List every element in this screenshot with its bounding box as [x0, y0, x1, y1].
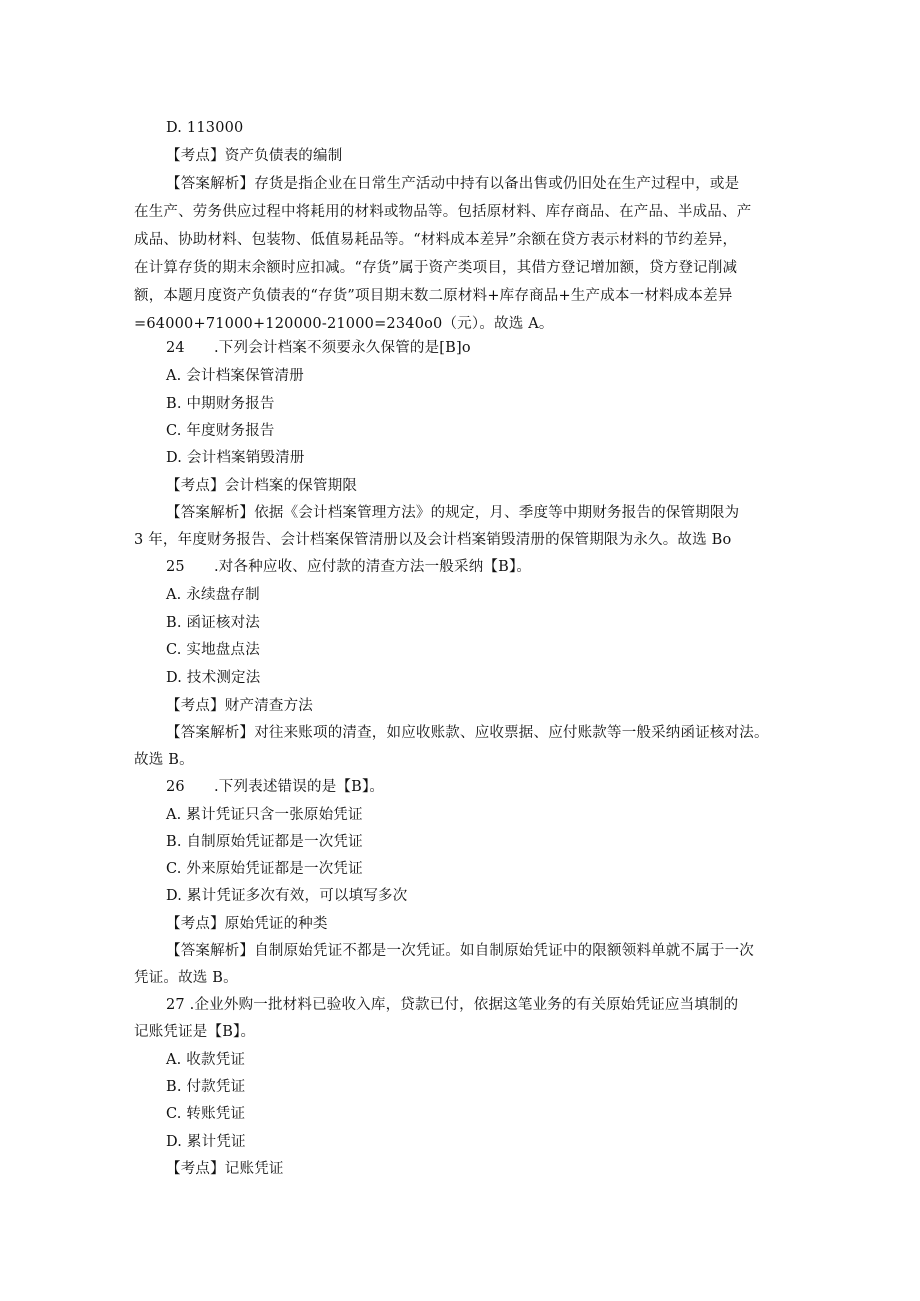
q25-analysis-line-2: 故选 B。: [134, 752, 194, 768]
q27-option-a: A. 收款凭证: [166, 1052, 246, 1068]
q26-text: .下列表述错误的是【B】。: [214, 779, 385, 795]
q26-question: [0, 777, 920, 797]
q23-analysis-line-6: =64000+71000+120000-21000=2340o0（元）。故选 A。: [134, 316, 554, 332]
q24-option-c: C. 年度财务报告: [166, 423, 275, 439]
q26-option-d: D. 累计凭证多次有效，可以填写多次: [166, 888, 408, 904]
q26-option-c: C. 外来原始凭证都是一次凭证: [166, 861, 363, 877]
q23-analysis-line-1: 【答案解析】存货是指企业在日常生产活动中持有以备出售或仍旧处在生产过程中，或是: [166, 176, 740, 192]
q25-option-d: D. 技术测定法: [166, 670, 261, 686]
q24-question: [0, 338, 920, 358]
q26-option-a: A. 累计凭证只含一张原始凭证: [166, 807, 363, 823]
q23-analysis-line-4: 在计算存货的期末余额时应扣减。“存货”属于资产类项目，其借方登记增加额，贷方登记削减: [134, 260, 738, 276]
q25-question: [0, 557, 920, 577]
q27-question-line-1: 27 .企业外购一批材料已验收入库，贷款已付，依据这笔业务的有关原始凭证应当填制的: [166, 997, 739, 1013]
q27-option-d: D. 累计凭证: [166, 1134, 246, 1150]
q24-text: .下列会计档案不须要永久保管的是[B]o: [214, 340, 471, 356]
q27-option-b: B. 付款凭证: [166, 1079, 246, 1095]
q25-option-a: A. 永续盘存制: [166, 587, 260, 603]
q23-analysis-line-3: 成品、协助材料、包装物、低值易耗品等。“材料成本差异”余额在贷方表示材料的节约差异，: [134, 232, 738, 248]
q24-kaodian: 【考点】会计档案的保管期限: [166, 478, 358, 494]
q26-analysis-line-2: 凭证。故选 B。: [134, 970, 238, 986]
q24-analysis-line-2: 3 年，年度财务报告、会计档案保管清册以及会计档案销毁清册的保管期限为永久。故选 Bo: [134, 532, 732, 548]
q25-kaodian: 【考点】财产清查方法: [166, 698, 313, 714]
q25-analysis-line-1: 【答案解析】对往来账项的清查，如应收账款、应收票据、应付账款等一般采纳函证核对法。: [166, 725, 769, 741]
q24-option-a: A. 会计档案保管清册: [166, 368, 304, 384]
q26-number: 26: [166, 779, 185, 795]
q26-kaodian: 【考点】原始凭证的种类: [166, 916, 328, 932]
q25-text: .对各种应收、应付款的清查方法一般采纳【B】。: [214, 559, 532, 575]
q23-analysis-line-2: 在生产、劳务供应过程中将耗用的材料或物品等。包括原材料、库存商品、在产品、半成品、产: [134, 204, 752, 220]
q27-kaodian: 【考点】记账凭证: [166, 1161, 284, 1177]
q24-number: 24: [166, 340, 185, 356]
q24-analysis-line-1: 【答案解析】依据《会计档案管理方法》的规定，月、季度等中期财务报告的保管期限为: [166, 505, 740, 521]
q25-option-b: B. 函证核对法: [166, 615, 260, 631]
q23-kaodian: 【考点】资产负债表的编制: [166, 148, 343, 164]
q23-option-d: D. 113000: [166, 120, 244, 136]
q25-number: 25: [166, 559, 185, 575]
q27-option-c: C. 转账凭证: [166, 1106, 246, 1122]
q23-analysis-line-5: 额，本题月度资产负债表的“存货”项目期末数二原材料+库存商品+生产成本一材料成本差异: [134, 288, 733, 304]
q26-option-b: B. 自制原始凭证都是一次凭证: [166, 834, 363, 850]
q24-option-d: D. 会计档案销毁清册: [166, 450, 305, 466]
q26-analysis-line-1: 【答案解析】自制原始凭证不都是一次凭证。如自制原始凭证中的限额领料单就不属于一次: [166, 943, 754, 959]
q25-option-c: C. 实地盘点法: [166, 642, 260, 658]
q24-option-b: B. 中期财务报告: [166, 396, 275, 412]
q27-question-line-2: 记账凭证是【B】。: [134, 1024, 256, 1040]
